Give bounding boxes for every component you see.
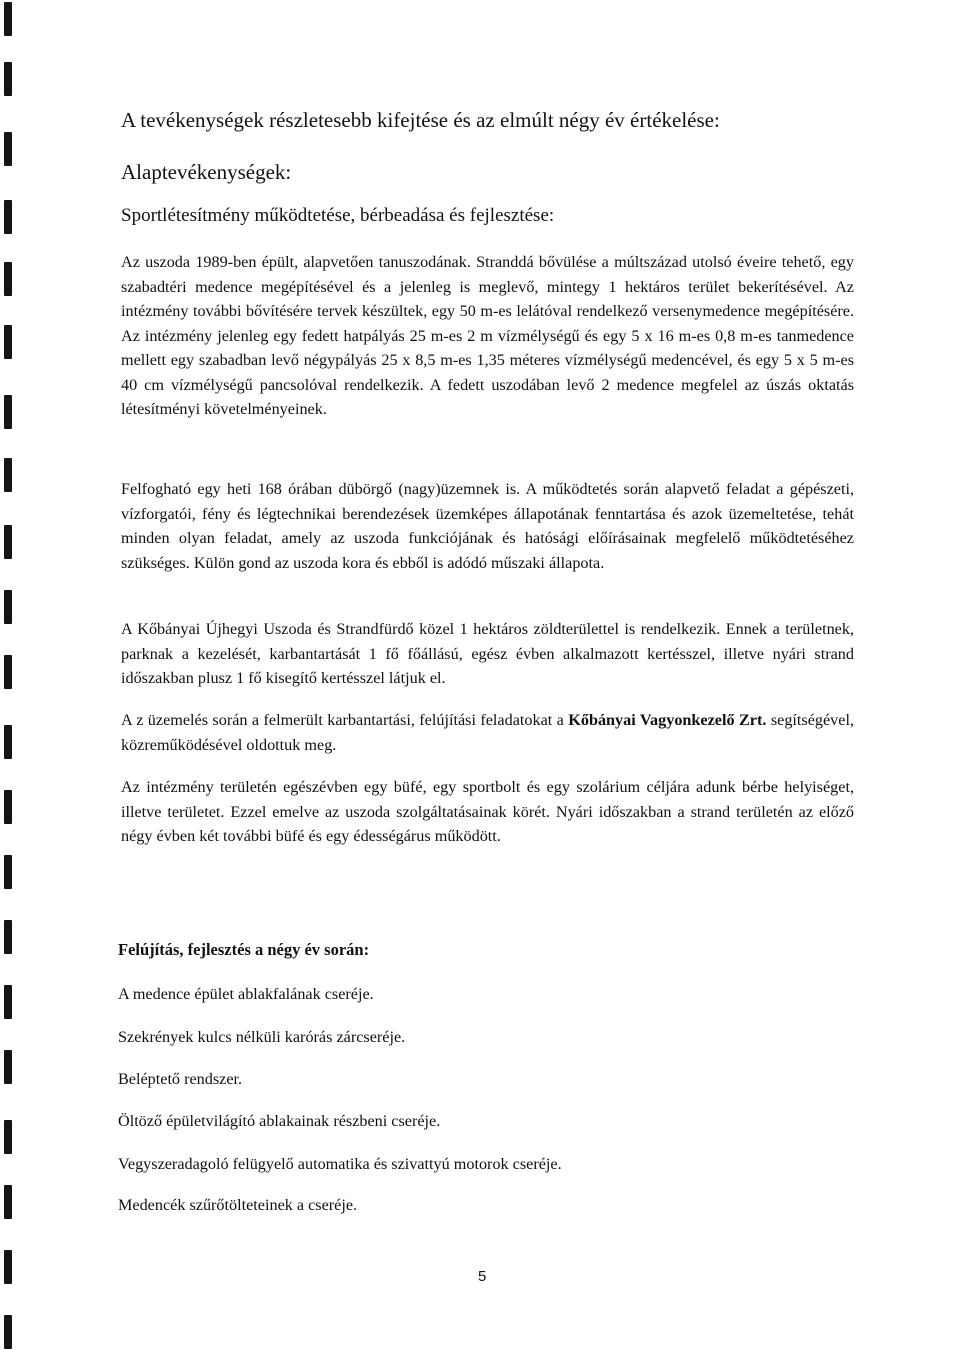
paragraph-maintenance-suffix: segítségével, közreműködésével oldottuk meg. (121, 711, 854, 754)
binder-hole (4, 1250, 12, 1284)
binder-hole (4, 62, 12, 96)
binder-hole (4, 325, 12, 359)
renovation-item: A medence épület ablakfalának cseréje. (118, 985, 374, 1003)
binder-hole (4, 1120, 12, 1154)
binder-hole (4, 458, 12, 492)
page-number: 5 (478, 1268, 487, 1285)
renovation-item: Beléptető rendszer. (118, 1070, 243, 1088)
binder-hole (4, 985, 12, 1019)
binder-hole (4, 262, 12, 296)
renovation-item: Medencék szűrőtölteteinek a cseréje. (118, 1196, 358, 1214)
binder-edge (0, 0, 22, 1366)
binder-hole (4, 920, 12, 954)
binder-hole (4, 1050, 12, 1084)
partner-company-name: Kőbányai Vagyonkezelő Zrt. (568, 711, 767, 729)
document-title: A tevékenységek részletesebb kifejtése és az elmúlt négy év értékelése: (121, 108, 720, 132)
binder-hole (4, 525, 12, 559)
section-subtitle: Alaptevékenységek: (121, 160, 292, 184)
paragraph-operation: Felfogható egy heti 168 órában dübörgő (nagy)üzemnek is. A működtetés során alapvető feladat a gépészeti, vízforgatói, fény és légtechnikai berendezések üzemképes állapotának fenntartása és azok üzemeltetése, tehát minden olyan feladat, amely az uszoda funkciójának és hatósági előírásainak megfelelő működtetéséhez szükséges. Külön gond az uszoda kora és ebből is adódó műszaki állapota. (121, 480, 854, 572)
binder-hole (4, 790, 12, 824)
renovation-item: Szekrények kulcs nélküli karórás zárcseréje. (118, 1028, 406, 1046)
paragraph-rentals: Az intézmény területén egészévben egy büfé, egy sportbolt és egy szolárium céljára adunk bérbe helyiséget, illetve területet. Ezzel emelve az uszoda szolgáltatásainak körét. Nyári időszakban a strand területén az előző négy évben két további büfé és egy édességárus működött. (121, 778, 854, 845)
paragraph-maintenance (121, 708, 854, 757)
binder-hole (4, 655, 12, 689)
binder-hole (4, 132, 12, 166)
binder-hole (4, 2, 12, 36)
binder-hole (4, 590, 12, 624)
binder-hole (4, 855, 12, 889)
binder-hole (4, 1185, 12, 1219)
binder-hole (4, 200, 12, 234)
binder-hole (4, 1315, 12, 1349)
paragraph-greenery: A Kőbányai Újhegyi Uszoda és Strandfürdő közel 1 hektáros zöldterülettel is rendelkezik. Ennek a területnek, parknak a kezelését, karbantartását 1 fő főállású, egész évben alkalmazott kertésszel, illetve nyári strand időszakban plusz 1 fő kisegítő kertésszel látjuk el. (121, 620, 854, 687)
renovation-item: Vegyszeradagoló felügyelő automatika és szivattyú motorok cseréje. (118, 1155, 562, 1173)
section-heading: Sportlétesítmény működtetése, bérbeadása és fejlesztése: (121, 205, 555, 226)
binder-hole (4, 725, 12, 759)
binder-hole (4, 395, 12, 429)
renovation-heading: Felújítás, fejlesztés a négy év során: (118, 940, 370, 959)
renovation-item: Öltöző épületvilágító ablakainak részbeni cseréje. (118, 1112, 441, 1130)
paragraph-maintenance-prefix: A z üzemelés során a felmerült karbantartási, felújítási feladatokat a (121, 711, 569, 729)
paragraph-history: Az uszoda 1989-ben épült, alapvetően tanuszodának. Stranddá bővülése a múltszázad utolsó éveire tehető, egy szabadtéri medence megépítésével és a jelenleg is meglevő, mintegy 1 hektáros terület bekerítésével. Az intézmény további bővítésére tervek készültek, egy 50 m-es lelátóval rendelkező versenymedence megépítésére. Az intézmény jelenleg egy fedett hatpályás 25 m-es 2 m vízmélységű és egy 5 x 16 m-es 0,8 m-es tanmedence mellett egy szabadban levő négypályás 25 x 8,5 m-es 1,35 méteres vízmélységű medencével, és egy 5 x 5 m-es 40 cm vízmélységű pancsolóval rendelkezik. A fedett uszodában levő 2 medence megfelel az úszás oktatás létesítményi követelményeinek. (121, 253, 854, 418)
